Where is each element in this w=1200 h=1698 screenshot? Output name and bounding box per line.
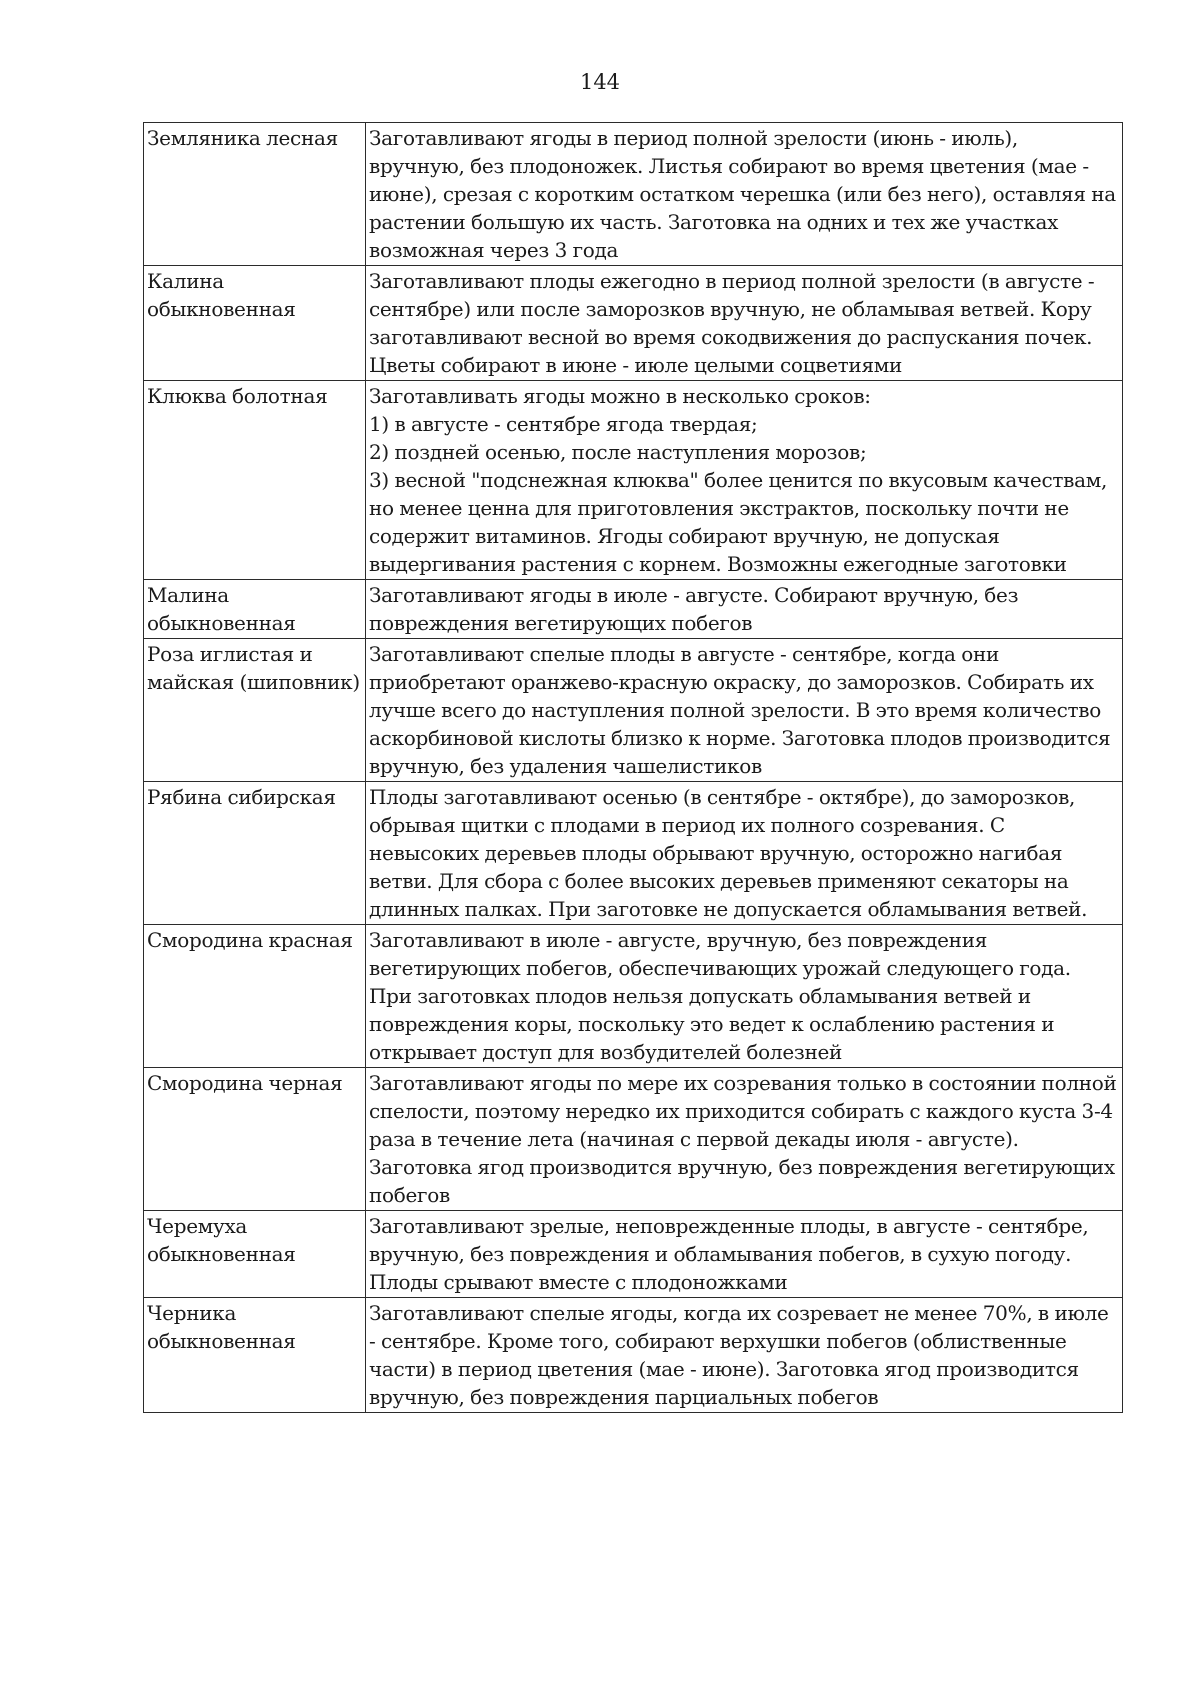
page-number: 144 [579,70,621,94]
plant-name-cell: Роза иглистая и майская (шиповник) [144,639,366,782]
harvest-description-cell: Заготавливают ягоды в период полной зрелости (июнь - июль), вручную, без плодоножек. Листья собирают во время цветения (мае - июне), срезая с коротким остатком черешка (или без него), оставляя на растении большую их часть. Заготовка на одних и тех же участках возможная через 3 года [366,123,1123,266]
plant-name-cell: Смородина черная [144,1068,366,1211]
table-row [144,639,1123,782]
plant-name-cell: Смородина красная [144,925,366,1068]
plant-name-cell: Малина обыкновенная [144,580,366,639]
table-row [144,266,1123,381]
table-row [144,123,1123,266]
table-row [144,580,1123,639]
harvest-description-cell: Плоды заготавливают осенью (в сентябре - октябре), до заморозков, обрывая щитки с плодами в период их полного созревания. С невысоких деревьев плоды обрывают вручную, осторожно нагибая ветви. Для сбора с более высоких деревьев применяют секаторы на длинных палках. При заготовке не допускается обламывания ветвей. [366,782,1123,925]
table-row [144,1068,1123,1211]
table-row [144,1211,1123,1298]
harvest-description-cell: Заготавливают ягоды в июле - августе. Собирают вручную, без повреждения вегетирующих побегов [366,580,1123,639]
harvest-description-cell: Заготавливают зрелые, неповрежденные плоды, в августе - сентябре, вручную, без повреждения и обламывания побегов, в сухую погоду. Плоды срывают вместе с плодоножками [366,1211,1123,1298]
plant-harvesting-table [143,122,1123,1413]
plant-name-cell: Земляника лесная [144,123,366,266]
harvest-description-cell: Заготавливают спелые плоды в августе - сентябре, когда они приобретают оранжево-красную окраску, до заморозков. Собирать их лучше всего до наступления полной зрелости. В это время количество аскорбиновой кислоты близко к норме. Заготовка плодов производится вручную, без удаления чашелистиков [366,639,1123,782]
plant-name-cell: Рябина сибирская [144,782,366,925]
table-row [144,1298,1123,1413]
plant-name-cell: Черемуха обыкновенная [144,1211,366,1298]
plant-name-cell: Клюква болотная [144,381,366,580]
plant-name-cell: Калина обыкновенная [144,266,366,381]
table-row [144,925,1123,1068]
harvest-description-cell: Заготавливают в июле - августе, вручную, без повреждения вегетирующих побегов, обеспечивающих урожай следующего года. При заготовках плодов нельзя допускать обламывания ветвей и повреждения коры, поскольку это ведет к ослаблению растения и открывает доступ для возбудителей болезней [366,925,1123,1068]
harvest-description-cell: Заготавливают плоды ежегодно в период полной зрелости (в августе - сентябре) или после заморозков вручную, не обламывая ветвей. Кору заготавливают весной во время сокодвижения до распускания почек. Цветы собирают в июне - июле целыми соцветиями [366,266,1123,381]
harvest-description-cell: Заготавливают ягоды по мере их созревания только в состоянии полной спелости, поэтому нередко их приходится собирать с каждого куста 3-4 раза в течение лета (начиная с первой декады июля - августе). Заготовка ягод производится вручную, без повреждения вегетирующих побегов [366,1068,1123,1211]
table-row [144,782,1123,925]
harvest-description-cell: Заготавливают спелые ягоды, когда их созревает не менее 70%, в июле - сентябре. Кроме того, собирают верхушки побегов (облиственные части) в период цветения (мае - июне). Заготовка ягод производится вручную, без повреждения парциальных побегов [366,1298,1123,1413]
plant-name-cell: Черника обыкновенная [144,1298,366,1413]
table-row [144,381,1123,580]
harvest-description-cell: Заготавливать ягоды можно в несколько сроков: 1) в августе - сентябре ягода твердая; 2) поздней осенью, после наступления морозов; 3) весной "подснежная клюква" более ценится по вкусовым качествам, но менее ценна для приготовления экстрактов, поскольку почти не содержит витаминов. Ягоды собирают вручную, не допуская выдергивания растения с корнем. Возможны ежегодные заготовки [366,381,1123,580]
